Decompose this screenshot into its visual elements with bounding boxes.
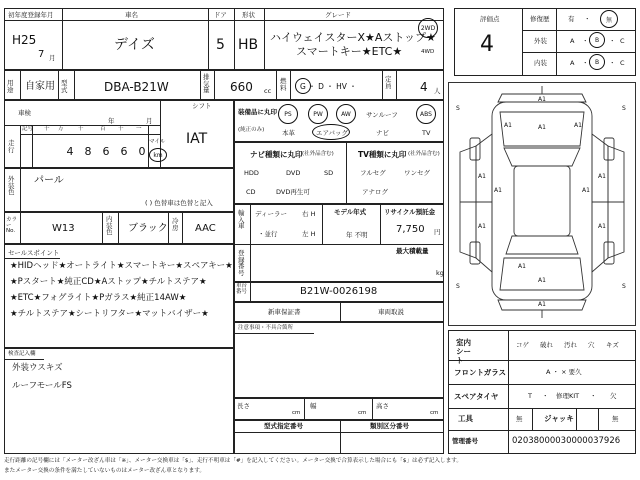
sales-line-3: ★ETC★フォグライト★Pガラス★純正14AW★ bbox=[10, 293, 187, 303]
reg-month-unit: 月 bbox=[49, 54, 56, 62]
repair-label: 修復歴 bbox=[530, 15, 550, 23]
grade-line1: ハイウェイスターX★Aストップ★ bbox=[270, 31, 436, 44]
model-year-label: モデル年式 bbox=[334, 208, 367, 216]
mileage-column-label: 十 bbox=[118, 126, 124, 132]
model-value: DBA-B21W bbox=[104, 80, 169, 94]
import-dealer: ディーラー bbox=[255, 210, 287, 218]
tv-label: TV bbox=[422, 129, 431, 137]
aw-circle: AW bbox=[336, 104, 356, 124]
spare-opt-dot2: ・ bbox=[590, 392, 597, 400]
seat-opt-burn: コゲ bbox=[516, 341, 529, 349]
int-c: C bbox=[620, 59, 625, 67]
repair-none-circle: 無 bbox=[600, 10, 618, 28]
recycle-label: リサイクル預託金 bbox=[384, 208, 436, 216]
nav-dvd-play: DVD再生可 bbox=[276, 188, 310, 196]
diagram-label-a1: A1 bbox=[574, 122, 582, 129]
inspector-label: 検査記入欄 bbox=[8, 351, 36, 357]
diagram-label-a1: A1 bbox=[538, 301, 546, 308]
diagram-label-a1: A1 bbox=[478, 223, 486, 230]
equipment-sub-label: (純正のみ) bbox=[238, 127, 265, 133]
footer-line-2: またメーター交換の条件を満たしていないものはメーター改ざん車となります。 bbox=[4, 468, 205, 474]
airbag-circle bbox=[312, 124, 350, 140]
diagram-label-a1: A1 bbox=[504, 122, 512, 129]
import-left: 左 H bbox=[302, 230, 316, 238]
spare-opt-missing: 欠 bbox=[610, 392, 617, 400]
nav-sd: SD bbox=[324, 169, 334, 177]
tool-value: 無 bbox=[516, 415, 523, 423]
interior-color-label: 内装色 bbox=[106, 215, 113, 236]
jack-label: ジャッキ bbox=[544, 414, 574, 423]
spare-opt-kit: 修理KIT bbox=[556, 392, 580, 400]
diagram-side-s: S bbox=[456, 283, 460, 290]
ext-a: A bbox=[570, 37, 575, 45]
mileage-digit: 4 bbox=[66, 145, 74, 158]
shape-value: HB bbox=[238, 37, 259, 53]
spare-opt-t: T bbox=[528, 392, 532, 400]
recycle-value: 7,750 bbox=[396, 224, 425, 235]
seat-opt-dirt: 汚れ bbox=[564, 341, 577, 349]
width-label: 幅 bbox=[310, 402, 317, 410]
sales-line-4: ★チルトステア★シートリフター★マットバイザー★ bbox=[10, 309, 209, 319]
mileage-column-label: 千 bbox=[78, 126, 84, 132]
length-label: 長さ bbox=[237, 402, 250, 410]
type-number-label: 型式指定番号 bbox=[264, 422, 303, 430]
length-unit: cm bbox=[292, 410, 301, 416]
tv-type-label: TV種類に丸印 bbox=[358, 150, 407, 159]
door-count: 5 bbox=[216, 37, 225, 53]
model-label: 型式 bbox=[61, 79, 68, 94]
warranty-block bbox=[234, 302, 444, 322]
first-reg-label: 初年度登録年月 bbox=[8, 11, 54, 19]
tool-label: 工具 bbox=[458, 414, 473, 423]
import-label: 輸入車 bbox=[238, 209, 245, 230]
repair-opt-yes: 有 bbox=[568, 15, 575, 23]
ac-label: 冷房 bbox=[172, 217, 179, 232]
mileage-label: 走行 bbox=[8, 139, 15, 154]
diagram-label-a1: A1 bbox=[518, 263, 526, 270]
repair-opt-dot: ・ bbox=[584, 15, 591, 23]
glass-options: A ・ × 要久 bbox=[546, 368, 582, 376]
exterior-color-label: 外装色 bbox=[8, 175, 15, 196]
import-right: 右 H bbox=[302, 210, 316, 218]
diagram-side-s: S bbox=[456, 105, 460, 112]
diagram-label-a1: A1 bbox=[598, 223, 606, 230]
inspector-line-1: 外装ウスキズ bbox=[12, 363, 63, 373]
nav-type-note: (社外品含む) bbox=[302, 151, 334, 157]
int-dot2: ・ bbox=[609, 59, 616, 67]
nav-label: ナビ bbox=[376, 129, 389, 137]
chassis-value: B21W-0026198 bbox=[300, 286, 378, 297]
tv-fullseg: フルセグ bbox=[360, 169, 386, 177]
diagram-label-a1: A1 bbox=[598, 173, 606, 180]
mileage-digit: 6 bbox=[120, 145, 128, 158]
inspector-line-2: ルーフモールFS bbox=[12, 381, 72, 391]
mileage-digit: 0 bbox=[138, 145, 146, 158]
2wd-circle: 2WD bbox=[418, 18, 438, 38]
nav-dvd: DVD bbox=[286, 169, 301, 177]
color-code-value: W13 bbox=[52, 223, 75, 234]
diagram-label-a1: A1 bbox=[494, 187, 502, 194]
nav-type-label: ナビ種類に丸印 bbox=[250, 150, 303, 159]
shift-value: IAT bbox=[186, 131, 208, 147]
tv-oneseg: ワンセグ bbox=[404, 169, 430, 177]
exterior-grade-label: 外装 bbox=[534, 37, 547, 45]
diagram-label-a1: A1 bbox=[582, 187, 590, 194]
ps-circle: PS bbox=[278, 104, 298, 124]
diagram-label-a1: A1 bbox=[538, 96, 546, 103]
jack-value: 無 bbox=[612, 415, 619, 423]
km-circle: km bbox=[149, 148, 167, 162]
usage-label: 用途 bbox=[7, 79, 14, 94]
spare-opt-dot1: ・ bbox=[542, 392, 549, 400]
footer-line-1: 走行距離の記号欄には「メーター改ざん車は「※」、メーター交換車は「$」、走行不明車は「#」を記入してください。メーター交換で合算表示した場合にも「$」は必ず記入します。 bbox=[4, 458, 462, 464]
fuel-label: 燃料 bbox=[280, 77, 287, 92]
sales-line-2: ★Pスタート★純正CD★Aストップ★チルトステア★ bbox=[10, 277, 207, 287]
leather-label: 本革 bbox=[282, 129, 295, 137]
eval-value: 4 bbox=[480, 32, 494, 57]
mileage-digit: 6 bbox=[102, 145, 110, 158]
exterior-color-note: ( ) 色替車は色替と記入 bbox=[145, 199, 213, 207]
abs-circle: ABS bbox=[416, 104, 436, 124]
shift-label: シフト bbox=[192, 102, 212, 110]
recycle-yen: 円 bbox=[434, 228, 441, 236]
grade-line2: スマートキー★ETC★ bbox=[296, 45, 403, 58]
door-label: ドア bbox=[214, 11, 227, 19]
capacity-value: 4 bbox=[420, 80, 428, 94]
diagram-label-a1: A1 bbox=[478, 173, 486, 180]
airbag-label: エアバッグ bbox=[316, 129, 348, 137]
reg-month: 7 bbox=[38, 49, 45, 60]
interior-color-value: ブラック bbox=[128, 223, 168, 234]
tv-analog: アナログ bbox=[362, 188, 388, 196]
car-diagram bbox=[448, 82, 636, 326]
capacity-label: 定員 bbox=[385, 75, 392, 90]
seat-label: 室内シート bbox=[456, 338, 471, 365]
height-unit: cm bbox=[430, 410, 439, 416]
4wd-label: 4WD bbox=[421, 49, 435, 55]
notes-label: 注意事項・不具合箇所 bbox=[238, 325, 294, 331]
mileage-column-label: 万 bbox=[58, 126, 64, 132]
mileage-digit: 8 bbox=[84, 145, 92, 158]
cc-unit: cc bbox=[264, 87, 272, 95]
model-year-value: 年 不明 bbox=[346, 231, 368, 239]
chassis-label: 車台番号 bbox=[236, 283, 248, 295]
reg-number-label: 登録番号 bbox=[238, 249, 245, 277]
seat-opt-scratch: キズ bbox=[606, 341, 619, 349]
nav-cd: CD bbox=[246, 188, 256, 196]
ac-value: AAC bbox=[195, 223, 216, 234]
car-name-label: 車名 bbox=[125, 11, 138, 19]
class-number-label: 類別区分番号 bbox=[370, 422, 409, 430]
grade-label: グレード bbox=[325, 11, 351, 19]
sales-line-1: ★HIDヘッド★オートライト★スマートキー★スペアキー★ bbox=[10, 261, 233, 271]
diagram-side-s: S bbox=[622, 283, 626, 290]
vehicle-manual: 車両取説 bbox=[378, 308, 404, 316]
new-car-warranty: 新車保証書 bbox=[268, 308, 301, 316]
mileage-column-label: 一 bbox=[136, 126, 142, 132]
sunroof-label: サンルーフ bbox=[366, 111, 398, 119]
displacement-value: 660 bbox=[230, 80, 253, 94]
diagram-side-s: S bbox=[622, 105, 626, 112]
capacity-unit: 人 bbox=[434, 87, 441, 95]
spare-tire-label: スペアタイヤ bbox=[454, 392, 499, 401]
ext-b-circle: B bbox=[589, 32, 605, 48]
import-parallel: ・並行 bbox=[258, 230, 278, 238]
nav-hdd: HDD bbox=[244, 169, 259, 177]
mileage-column-label: 百 bbox=[100, 126, 106, 132]
diagram-label-a1: A1 bbox=[538, 277, 546, 284]
inspection-label: 車検 bbox=[18, 109, 31, 117]
manage-label: 管理番号 bbox=[452, 437, 478, 445]
mile-unit: マイル bbox=[149, 139, 166, 145]
ext-dot1: ・ bbox=[582, 37, 589, 45]
inspection-month-unit: 月 bbox=[146, 117, 153, 125]
car-name: デイズ bbox=[114, 37, 155, 53]
interior-grade-label: 内装 bbox=[534, 59, 547, 67]
eval-label: 評価点 bbox=[480, 15, 500, 23]
int-dot1: ・ bbox=[582, 59, 589, 67]
glass-label: フロントガラス bbox=[454, 368, 507, 377]
width-unit: cm bbox=[358, 410, 367, 416]
int-a: A bbox=[570, 59, 575, 67]
tv-type-note: (社外品含む) bbox=[408, 151, 440, 157]
max-load-unit: kg bbox=[436, 269, 444, 277]
max-load-label: 最大積載量 bbox=[396, 247, 429, 255]
diagram-label-a1: A1 bbox=[538, 124, 546, 131]
reg-year: H25 bbox=[12, 33, 37, 47]
fuel-options: G ・ D ・ HV ・ bbox=[300, 82, 357, 91]
manage-number: 02038000030000037926 bbox=[512, 436, 621, 446]
dimensions-block bbox=[234, 398, 444, 420]
color-code-label: カラーNo. bbox=[6, 217, 18, 234]
shape-label: 形状 bbox=[242, 11, 255, 19]
seat-opt-hole: 穴 bbox=[588, 341, 595, 349]
mileage-column-label: 記号 bbox=[22, 126, 34, 132]
equipment-label: 装備品に丸印 bbox=[238, 108, 277, 116]
ext-c: C bbox=[620, 37, 625, 45]
usage-value: 自家用 bbox=[25, 81, 55, 92]
mileage-column-label: 十 bbox=[44, 126, 50, 132]
sales-points-label: セールスポイント bbox=[8, 249, 60, 257]
seat-opt-tear: 破れ bbox=[540, 341, 553, 349]
exterior-color-value: パール bbox=[34, 175, 64, 186]
displacement-label: 排気量 bbox=[203, 73, 210, 94]
int-b-circle: B bbox=[589, 54, 605, 70]
pw-circle: PW bbox=[308, 104, 328, 124]
height-label: 高さ bbox=[376, 402, 389, 410]
ext-dot2: ・ bbox=[609, 37, 616, 45]
inspection-year-unit: 年 bbox=[108, 117, 115, 125]
